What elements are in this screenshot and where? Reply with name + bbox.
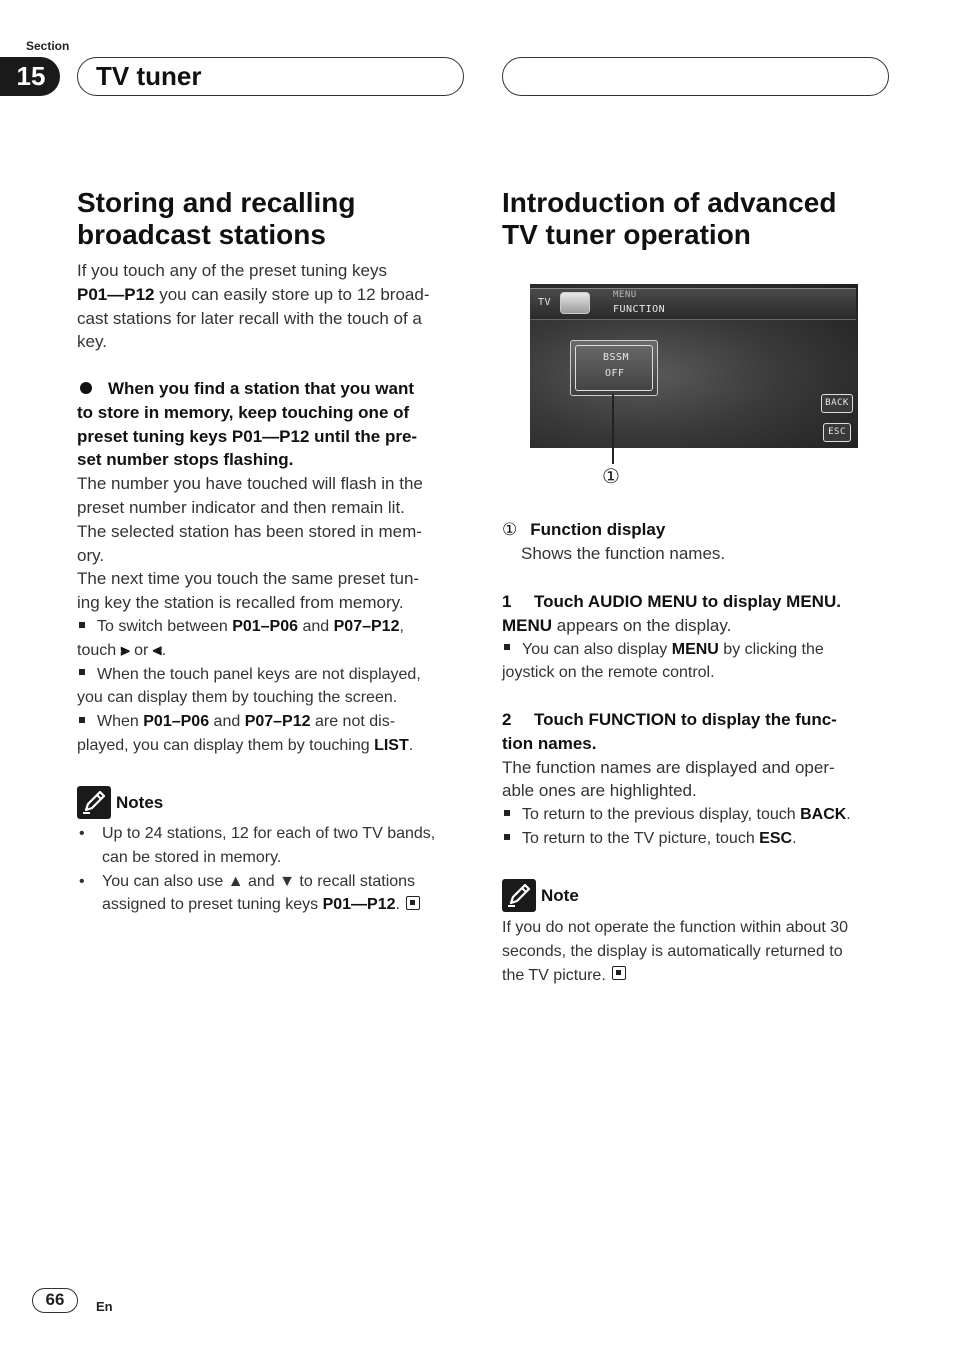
screen-tv-label: TV [538, 297, 552, 308]
note-item-1 [77, 822, 477, 870]
b3-text-b: and [209, 713, 245, 731]
s1b-b: by clicking the [718, 640, 824, 658]
b2-line1: When the touch panel keys are not displayed, [97, 665, 421, 683]
left-heading-line1: Storing and recalling [77, 187, 356, 218]
square-bullet-icon [504, 810, 510, 816]
screen-bssm-frame [570, 340, 658, 396]
step-line-1: When you find a station that you want [108, 379, 414, 398]
screen-menu-label: MENU [613, 290, 637, 300]
para2-line1: The next time you touch the same preset tun- [77, 569, 420, 589]
step1-title-row [502, 590, 902, 614]
step-bullet-icon [80, 382, 92, 394]
s1b-c: joystick on the remote control. [502, 664, 715, 682]
notes-list [77, 822, 477, 917]
s2b1-a: To return to the previous display, touch [522, 806, 801, 824]
dot-bullet-icon: • [79, 872, 85, 890]
pencil-icon [502, 879, 536, 912]
left-heading [77, 187, 467, 251]
intro-text-3: cast stations for later recall with the touch of a [77, 308, 422, 328]
square-bullet-icon [79, 622, 85, 628]
bullet-2 [77, 663, 477, 711]
note-line1: If you do not operate the function within about 30 [502, 919, 849, 936]
s1b-a: You can also display [522, 640, 672, 658]
language-label: En [96, 1299, 113, 1314]
note-line2: seconds, the display is automatically returned to [502, 942, 843, 960]
step-2 [502, 708, 902, 851]
notes-box [77, 786, 477, 819]
right-heading-wrap [502, 187, 902, 251]
screen-off-label: OFF [605, 368, 625, 379]
s2b2-key: ESC [759, 829, 793, 847]
s2b2-a: To return to the TV picture, touch [522, 829, 760, 847]
left-column [77, 187, 467, 251]
note2-line2b: . [395, 896, 405, 914]
page-title: TV tuner [96, 61, 202, 91]
double-chevron-up-icon: ⫸ [120, 641, 130, 659]
b3-text-c: are not dis- [310, 713, 396, 731]
note1-line1: Up to 24 stations, 12 for each of two TV bands, [102, 825, 436, 842]
note-text [502, 916, 922, 987]
intro-text-2: you can easily store up to 12 broad- [154, 284, 430, 304]
legend-description: Shows the function names. [521, 543, 726, 563]
para1-line3: The selected station has been stored in mem- [77, 521, 422, 541]
screen-back-label: BACK [825, 398, 849, 408]
step1-rest: appears on the display. [552, 615, 732, 635]
pencil-icon [77, 786, 111, 819]
para1-line4: ory. [77, 545, 105, 565]
b1-key-2: P07–P12 [333, 617, 400, 635]
intro-text-4: key. [77, 332, 107, 352]
end-mark-icon [406, 896, 420, 910]
dot-bullet-icon: • [79, 825, 85, 842]
b1-text-b: and [298, 617, 334, 635]
screen-bssm-label: BSSM [603, 352, 630, 363]
page-number: 66 [32, 1288, 78, 1313]
screen-function-label: FUNCTION [613, 304, 666, 315]
screen-back-button [821, 394, 853, 413]
square-bullet-icon [79, 669, 85, 675]
para2-line2: ing key the station is recalled from memory. [77, 593, 404, 613]
note2-line1: You can also use ▲ and ▼ to recall stations [102, 872, 416, 890]
step-para-2 [77, 567, 477, 615]
right-body [502, 518, 902, 566]
legend-title-row [502, 518, 902, 542]
s2b2-b: . [792, 829, 797, 847]
note2-line2a: assigned to preset tuning keys [102, 896, 323, 914]
b1-text-c: , [399, 617, 404, 635]
b1-key-1: P01–P06 [232, 617, 299, 635]
callout-line [612, 394, 614, 464]
step2-number: 2 [502, 710, 512, 729]
legend-number: ① [502, 520, 518, 539]
note1-line2: can be stored in memory. [102, 848, 282, 866]
s2b1-b: . [846, 806, 851, 824]
right-heading-line2: TV tuner operation [502, 219, 751, 250]
b3-key-3: LIST [374, 736, 409, 754]
s1b-key: MENU [671, 640, 719, 658]
b3-text-d: played, you can display them by touching [77, 736, 375, 754]
b3-key-1: P01–P06 [143, 713, 210, 731]
right-heading-line1: Introduction of advanced [502, 187, 837, 218]
section-number: 15 [0, 57, 60, 96]
step2-text [502, 756, 902, 804]
intro-text-1: If you touch any of the preset tuning keys [77, 261, 387, 280]
b3-text-e: . [408, 736, 414, 754]
square-bullet-icon [504, 644, 510, 650]
step2-title-line1: Touch FUNCTION to display the func- [534, 710, 837, 729]
s2b1-key: BACK [800, 806, 847, 824]
step1-number: 1 [502, 592, 512, 611]
para1-line2: preset number indicator and then remain lit. [77, 497, 405, 517]
bullet-3 [77, 710, 477, 758]
intro-paragraph [77, 259, 477, 354]
tv-function-screen [530, 284, 858, 448]
b1-text-e: or [129, 641, 153, 659]
b2-line2: you can display them by touching the screen. [77, 689, 398, 707]
b1-text-f: . [161, 641, 167, 659]
screen-esc-label: ESC [828, 427, 846, 437]
double-chevron-down-icon: ⫷ [152, 641, 162, 659]
step-line-3: preset tuning keys P01—P12 until the pre- [77, 426, 418, 446]
step2-title-line2: tion names. [502, 733, 597, 753]
legend-title: Function display [530, 520, 666, 539]
b3-key-2: P07–P12 [244, 713, 311, 731]
note-header [502, 879, 902, 912]
end-mark-icon [612, 966, 626, 980]
para1-line1: The number you have touched will flash in the [77, 474, 423, 494]
step-para-1 [77, 472, 477, 567]
step1-text [502, 614, 902, 638]
square-bullet-icon [504, 834, 510, 840]
b3-text-a: When [97, 713, 144, 731]
screen-tv-button [560, 292, 590, 314]
step2-title-row [502, 708, 902, 756]
screen-esc-button [823, 423, 851, 442]
s2-line2: able ones are highlighted. [502, 781, 697, 801]
note-box [502, 879, 902, 912]
bullet-1 [77, 615, 477, 663]
right-heading [502, 187, 902, 251]
step2-bullet-1 [502, 803, 902, 827]
b1-text-d: touch [77, 641, 121, 659]
b1-text-a: To switch between [97, 617, 233, 635]
step2-bullet-2 [502, 827, 902, 851]
step-instruction [77, 377, 477, 472]
square-bullet-icon [79, 717, 85, 723]
step1-bullet [502, 638, 902, 686]
intro-keys: P01—P12 [77, 284, 155, 304]
step1-title: Touch AUDIO MENU to display MENU. [534, 592, 841, 611]
left-heading-line2: broadcast stations [77, 219, 326, 250]
note-title: Note [541, 885, 579, 905]
step-line-2: to store in memory, keep touching one of [77, 402, 410, 422]
note-line3: the TV picture. [502, 966, 611, 984]
step1-key: MENU [502, 615, 553, 635]
s2-line1: The function names are displayed and oper- [502, 757, 835, 777]
header-empty-frame [502, 57, 889, 96]
step-1 [502, 590, 902, 685]
left-step [77, 377, 477, 758]
screen-bssm-button [575, 345, 653, 391]
step-line-4: set number stops flashing. [77, 450, 294, 470]
note2-keys: P01—P12 [322, 896, 396, 914]
notes-title: Notes [116, 792, 164, 812]
section-label: Section [26, 39, 70, 53]
notes-header [77, 786, 477, 819]
note-item-2 [77, 870, 477, 918]
left-body [77, 259, 477, 354]
callout-marker: ① [602, 466, 620, 488]
